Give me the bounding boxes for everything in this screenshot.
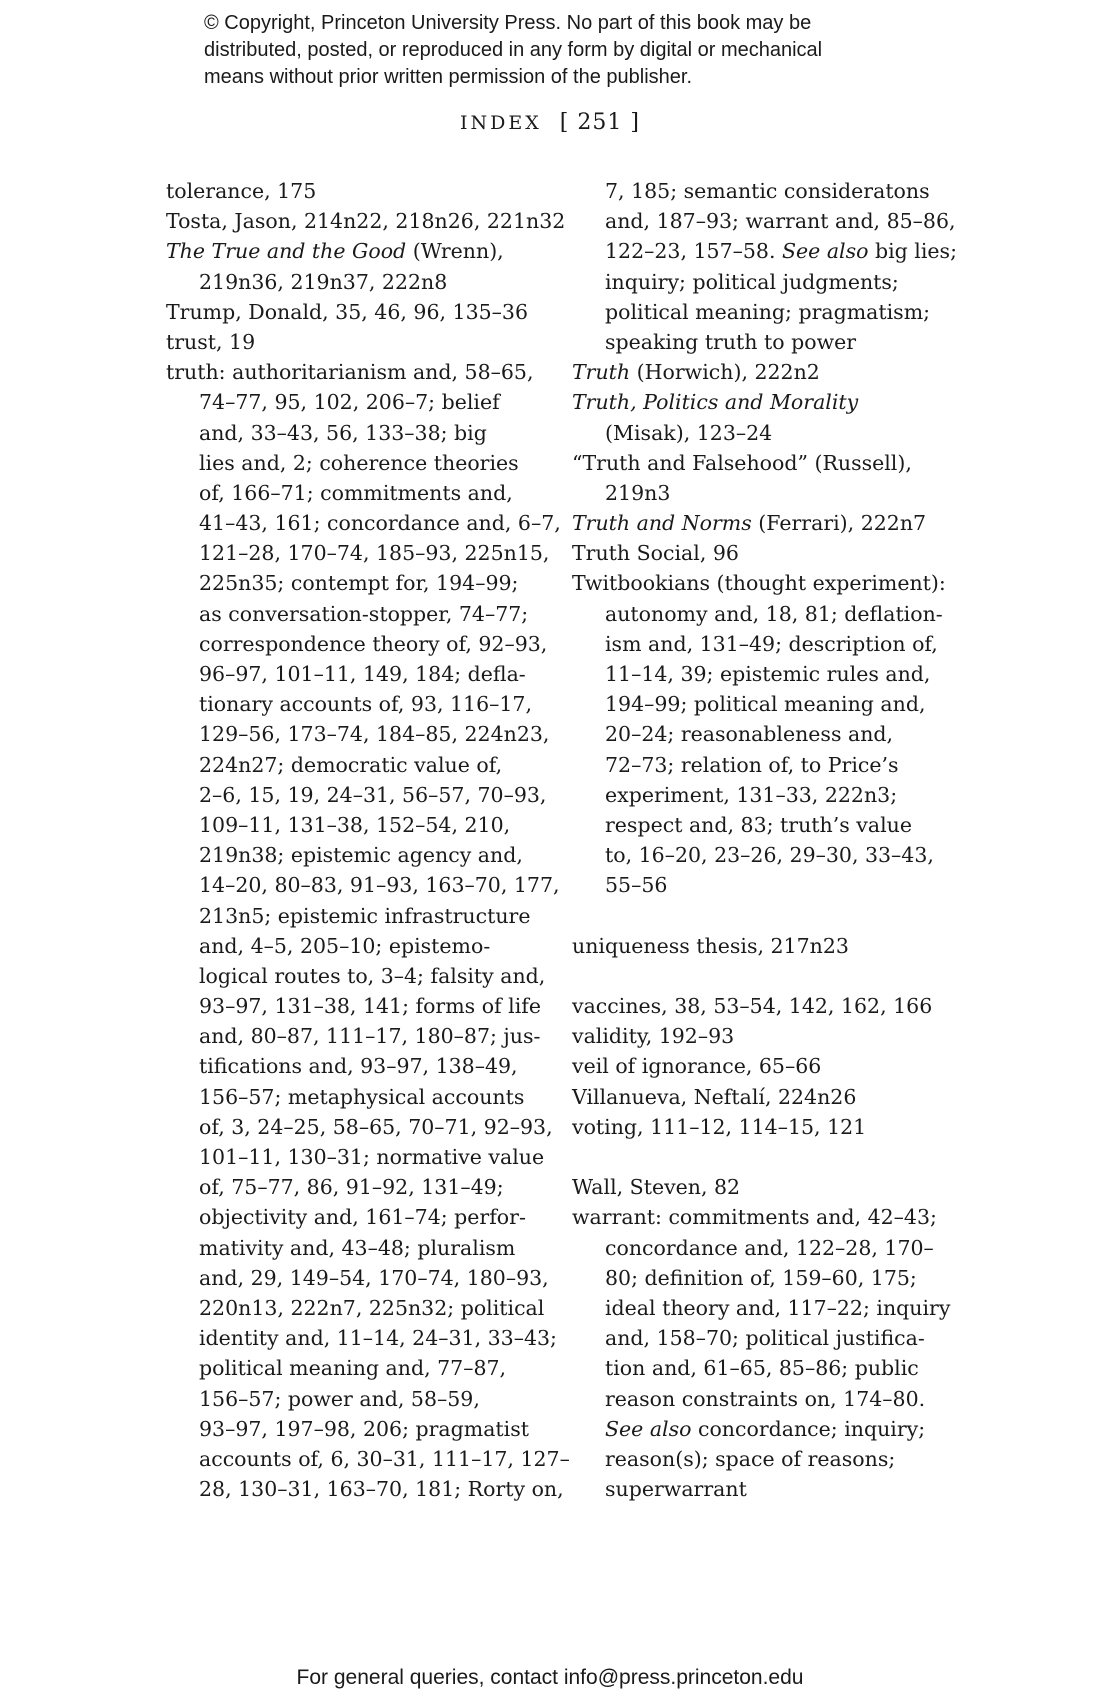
running-head — [0, 110, 1100, 135]
copyright-notice — [204, 10, 964, 91]
index-line: 14–20, 80–83, 91–93, 163–70, 177, — [199, 873, 560, 898]
index-line: uniqueness thesis, 217n23 — [572, 933, 849, 958]
index-line: 213n5; epistemic infrastructure — [199, 903, 531, 928]
index-line: of, 166–71; commitments and, — [199, 480, 513, 505]
index-line: and, 33–43, 56, 133–38; big — [199, 420, 487, 445]
index-line: 41–43, 161; concordance and, 6–7, — [199, 511, 561, 536]
index-line: political meaning; pragmatism; — [605, 299, 931, 324]
index-line: Wall, Steven, 82 — [572, 1175, 741, 1200]
index-line: and, 80–87, 111–17, 180–87; jus- — [199, 1024, 541, 1049]
index-line: Tosta, Jason, 214n22, 218n26, 221n32 — [166, 209, 566, 234]
index-line: tolerance, 175 — [166, 179, 317, 203]
index-line: trust, 19 — [166, 329, 256, 354]
index-line: Villanueva, Neftalí, 224n26 — [572, 1084, 857, 1109]
index-line: 219n38; epistemic agency and, — [199, 843, 523, 868]
index-line: identity and, 11–14, 24–31, 33–43; — [199, 1326, 557, 1351]
copyright-line: means without prior written permission of the publisher. — [204, 66, 693, 88]
index-line: correspondence theory of, 92–93, — [199, 631, 548, 656]
index-line: Truth, Politics and Morality — [572, 390, 859, 415]
index-gap — [572, 961, 952, 991]
index-line: 156–57; power and, 58–59, — [199, 1386, 480, 1411]
index-column-left — [166, 176, 570, 1504]
index-line: 11–14, 39; epistemic rules and, — [605, 662, 931, 686]
index-line: 122–23, 157–58. See also big lies; — [605, 239, 957, 264]
index-line: autonomy and, 18, 81; deflation- — [605, 601, 943, 626]
index-line: 72–73; relation of, to Price’s — [605, 752, 899, 777]
index-line: tionary accounts of, 93, 116–17, — [199, 692, 532, 717]
index-line: tion and, 61–65, 85–86; public — [605, 1356, 919, 1381]
index-line: “Truth and Falsehood” (Russell), — [572, 450, 912, 475]
index-line: 93–97, 197–98, 206; pragmatist — [199, 1416, 529, 1441]
copyright-line: distributed, posted, or reproduced in any form by digital or mechanical — [204, 39, 823, 61]
index-line: and, 29, 149–54, 170–74, 180–93, — [199, 1265, 549, 1290]
index-line: 101–11, 130–31; normative value — [199, 1145, 545, 1169]
index-line: and, 4–5, 205–10; epistemo- — [199, 933, 491, 958]
index-line: ideal theory and, 117–22; inquiry — [605, 1295, 951, 1320]
index-line: reason constraints on, 174–80. — [605, 1386, 926, 1411]
index-line: 219n36, 219n37, 222n8 — [199, 269, 448, 294]
index-line: voting, 111–12, 114–15, 121 — [572, 1114, 867, 1139]
index-line: respect and, 83; truth’s value — [605, 812, 912, 837]
index-line: 225n35; contempt for, 194–99; — [199, 571, 519, 596]
index-line: and, 187–93; warrant and, 85–86, — [605, 209, 956, 234]
index-line: 109–11, 131–38, 152–54, 210, — [199, 812, 511, 837]
index-line: See also concordance; inquiry; — [605, 1416, 926, 1441]
index-line: 28, 130–31, 163–70, 181; Rorty on, — [199, 1477, 564, 1502]
index-line: experiment, 131–33, 222n3; — [605, 782, 898, 807]
index-line: veil of ignorance, 65–66 — [572, 1054, 822, 1079]
index-line: speaking truth to power — [605, 329, 857, 354]
index-line: 93–97, 131–38, 141; forms of life — [199, 994, 541, 1019]
index-line: accounts of, 6, 30–31, 111–17, 127– — [199, 1446, 570, 1471]
index-line: Truth Social, 96 — [572, 541, 739, 566]
index-line: inquiry; political judgments; — [605, 269, 899, 294]
index-line: 2–6, 15, 19, 24–31, 56–57, 70–93, — [199, 782, 547, 807]
index-line: objectivity and, 161–74; perfor- — [199, 1205, 526, 1230]
index-line: reason(s); space of reasons; — [605, 1446, 896, 1471]
index-line: 194–99; political meaning and, — [605, 692, 926, 717]
index-line: 156–57; metaphysical accounts — [199, 1084, 525, 1109]
index-gap — [572, 1142, 952, 1172]
index-line: (Misak), 123–24 — [605, 420, 773, 445]
index-line: 74–77, 95, 102, 206–7; belief — [199, 390, 500, 415]
index-line: 121–28, 170–74, 185–93, 225n15, — [199, 541, 550, 566]
index-line: and, 158–70; political justifica- — [605, 1326, 925, 1351]
index-line: 129–56, 173–74, 184–85, 224n23, — [199, 722, 550, 747]
index-line: 7, 185; semantic consideratons — [605, 179, 930, 203]
index-column-right — [572, 176, 957, 1504]
index-line: validity, 192–93 — [572, 1024, 735, 1049]
index-line: 96–97, 101–11, 149, 184; defla- — [199, 662, 526, 686]
index-line: Twitbookians (thought experiment): — [572, 571, 946, 596]
footer-contact: For general queries, contact info@press.princeton.edu — [296, 1666, 804, 1689]
index-line: Trump, Donald, 35, 46, 96, 135–36 — [166, 299, 529, 324]
section-title: INDEX — [460, 112, 542, 134]
index-line: to, 16–20, 23–26, 29–30, 33–43, — [605, 843, 934, 868]
index-line: 220n13, 222n7, 225n32; political — [199, 1295, 545, 1320]
index-gap — [572, 901, 952, 931]
index-line: truth: authoritarianism and, 58–65, — [166, 360, 534, 385]
index-line: as conversation-stopper, 74–77; — [199, 601, 529, 626]
index-line: lies and, 2; coherence theories — [199, 450, 519, 475]
index-line: 55–56 — [605, 873, 668, 898]
copyright-line: © Copyright, Princeton University Press. No part of this book may be — [204, 12, 812, 34]
index-line: tifications and, 93–97, 138–49, — [199, 1054, 518, 1079]
index-line: The True and the Good (Wrenn), — [166, 239, 504, 264]
index-line: 20–24; reasonableness and, — [605, 722, 894, 747]
index-line: of, 75–77, 86, 91–92, 131–49; — [199, 1175, 504, 1200]
index-line: of, 3, 24–25, 58–65, 70–71, 92–93, — [199, 1114, 553, 1139]
index-line: superwarrant — [605, 1477, 747, 1502]
index-line: 80; definition of, 159–60, 175; — [605, 1265, 917, 1290]
index-line: vaccines, 38, 53–54, 142, 162, 166 — [572, 994, 933, 1019]
index-line: Truth (Horwich), 222n2 — [572, 360, 820, 385]
index-line: logical routes to, 3–4; falsity and, — [199, 963, 546, 988]
index-line: 219n3 — [605, 480, 671, 505]
index-line: concordance and, 122–28, 170– — [605, 1235, 934, 1260]
index-line: 224n27; democratic value of, — [199, 752, 503, 777]
index-line: Truth and Norms (Ferrari), 222n7 — [572, 511, 927, 536]
index-line: mativity and, 43–48; pluralism — [199, 1235, 516, 1260]
index-line: ism and, 131–49; description of, — [605, 631, 938, 656]
index-line: warrant: commitments and, 42–43; — [572, 1205, 937, 1230]
page-number: [ 251 ] — [559, 110, 640, 135]
index-line: political meaning and, 77–87, — [199, 1356, 507, 1381]
